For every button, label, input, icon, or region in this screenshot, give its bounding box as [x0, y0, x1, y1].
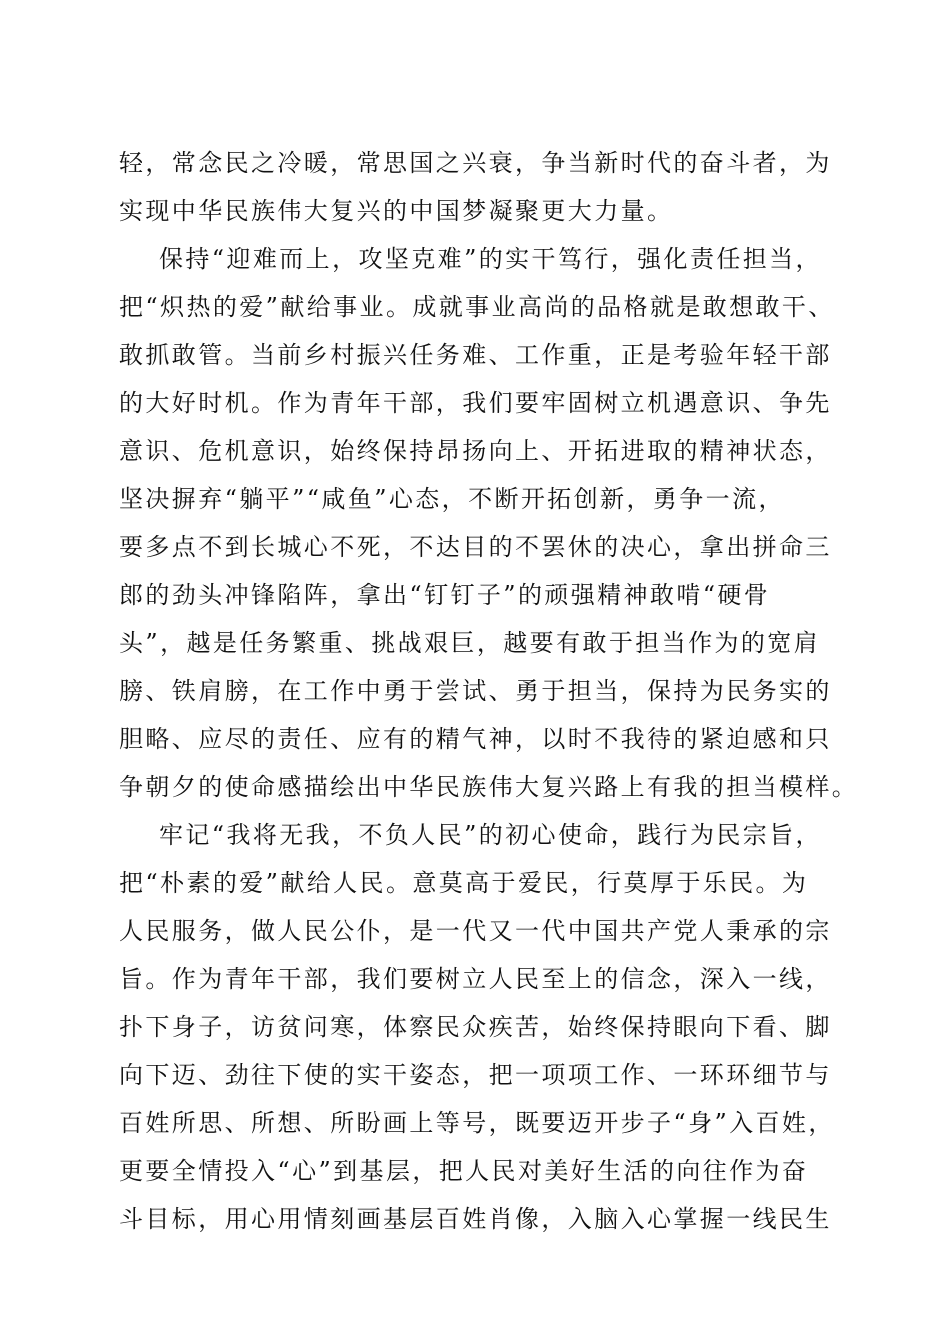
text-line: 坚决摒弃“躺平”“咸鱼”心态，不断开拓创新，勇争一流， — [119, 485, 785, 513]
text-line: 敢抓敢管。当前乡村振兴任务难、工作重，正是考验年轻干部 — [119, 341, 832, 369]
text-line: 把“朴素的爱”献给人民。意莫高于爱民，行莫厚于乐民。为 — [119, 869, 809, 897]
document-body — [119, 139, 859, 1243]
paragraph-2 — [119, 235, 859, 811]
text-line: 把“炽热的爱”献给事业。成就事业高尚的品格就是敢想敢干、 — [119, 293, 835, 321]
paragraph-3 — [119, 811, 835, 1243]
text-line: 保持“迎难而上，攻坚克难”的实干笃行，强化责任担当， — [159, 245, 822, 273]
text-line: 轻，常念民之冷暖，常思国之兴衰，争当新时代的奋斗者，为 — [119, 149, 832, 177]
text-line: 牢记“我将无我，不负人民”的初心使命，践行为民宗旨， — [159, 821, 822, 849]
text-line: 斗目标，用心用情刻画基层百姓肖像，入脑入心掌握一线民生 — [119, 1205, 832, 1233]
text-line: 郎的劲头冲锋陷阵，拿出“钉钉子”的顽强精神敢啃“硬骨 — [119, 581, 771, 609]
text-line: 意识、危机意识，始终保持昂扬向上、开拓进取的精神状态， — [119, 437, 832, 465]
text-line: 争朝夕的使命感描绘出中华民族伟大复兴路上有我的担当模样。 — [119, 773, 859, 801]
text-line: 胆略、应尽的责任、应有的精气神，以时不我待的紧迫感和只 — [119, 725, 832, 753]
text-line: 膀、铁肩膀，在工作中勇于尝试、勇于担当，保持为民务实的 — [119, 677, 832, 705]
text-line: 向下迈、劲往下使的实干姿态，把一项项工作、一环环细节与 — [119, 1061, 832, 1089]
text-line: 人民服务，做人民公仆，是一代又一代中国共产党人秉承的宗 — [119, 917, 832, 945]
text-line: 实现中华民族伟大复兴的中国梦凝聚更大力量。 — [119, 197, 674, 225]
text-line: 头”，越是任务繁重、挑战艰巨，越要有敢于担当作为的宽肩 — [119, 629, 821, 657]
text-line: 扑下身子，访贫问寒，体察民众疾苦，始终保持眼向下看、脚 — [119, 1013, 832, 1041]
text-line: 百姓所思、所想、所盼画上等号，既要迈开步子“身”入百姓， — [119, 1109, 835, 1137]
text-line: 的大好时机。作为青年干部，我们要牢固树立机遇意识、争先 — [119, 389, 832, 417]
text-line: 要多点不到长城心不死，不达目的不罢休的决心，拿出拼命三 — [119, 533, 832, 561]
paragraph-1 — [119, 139, 831, 235]
text-line: 更要全情投入“心”到基层，把人民对美好生活的向往作为奋 — [119, 1157, 809, 1185]
text-line: 旨。作为青年干部，我们要树立人民至上的信念，深入一线， — [119, 965, 832, 993]
